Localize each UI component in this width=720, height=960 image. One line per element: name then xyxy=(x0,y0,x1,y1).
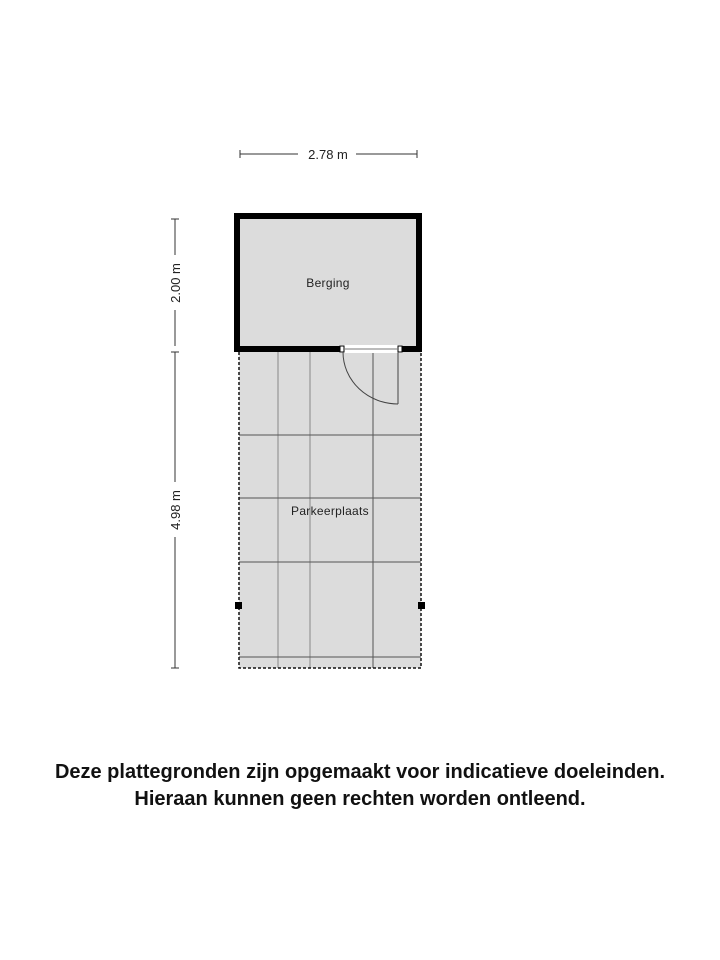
berging-depth-dimension xyxy=(168,219,183,346)
parking-depth-label: 4.98 m xyxy=(168,490,183,530)
room-label-berging: Berging xyxy=(306,276,350,290)
disclaimer-line-2: Hieraan kunnen geen rechten worden ontleend. xyxy=(134,788,586,810)
parking-depth-dimension xyxy=(168,352,183,668)
post-marker-right xyxy=(418,602,425,609)
parkeerplaats-area xyxy=(235,352,425,668)
width-dimension xyxy=(240,147,417,162)
width-dimension-label: 2.78 m xyxy=(308,147,348,162)
post-marker-left xyxy=(235,602,242,609)
disclaimer-line-1: Deze plattegronden zijn opgemaakt voor indicatieve doeleinden. xyxy=(54,761,666,783)
berging-depth-label: 2.00 m xyxy=(168,263,183,303)
room-label-parkeerplaats: Parkeerplaats xyxy=(291,504,369,518)
